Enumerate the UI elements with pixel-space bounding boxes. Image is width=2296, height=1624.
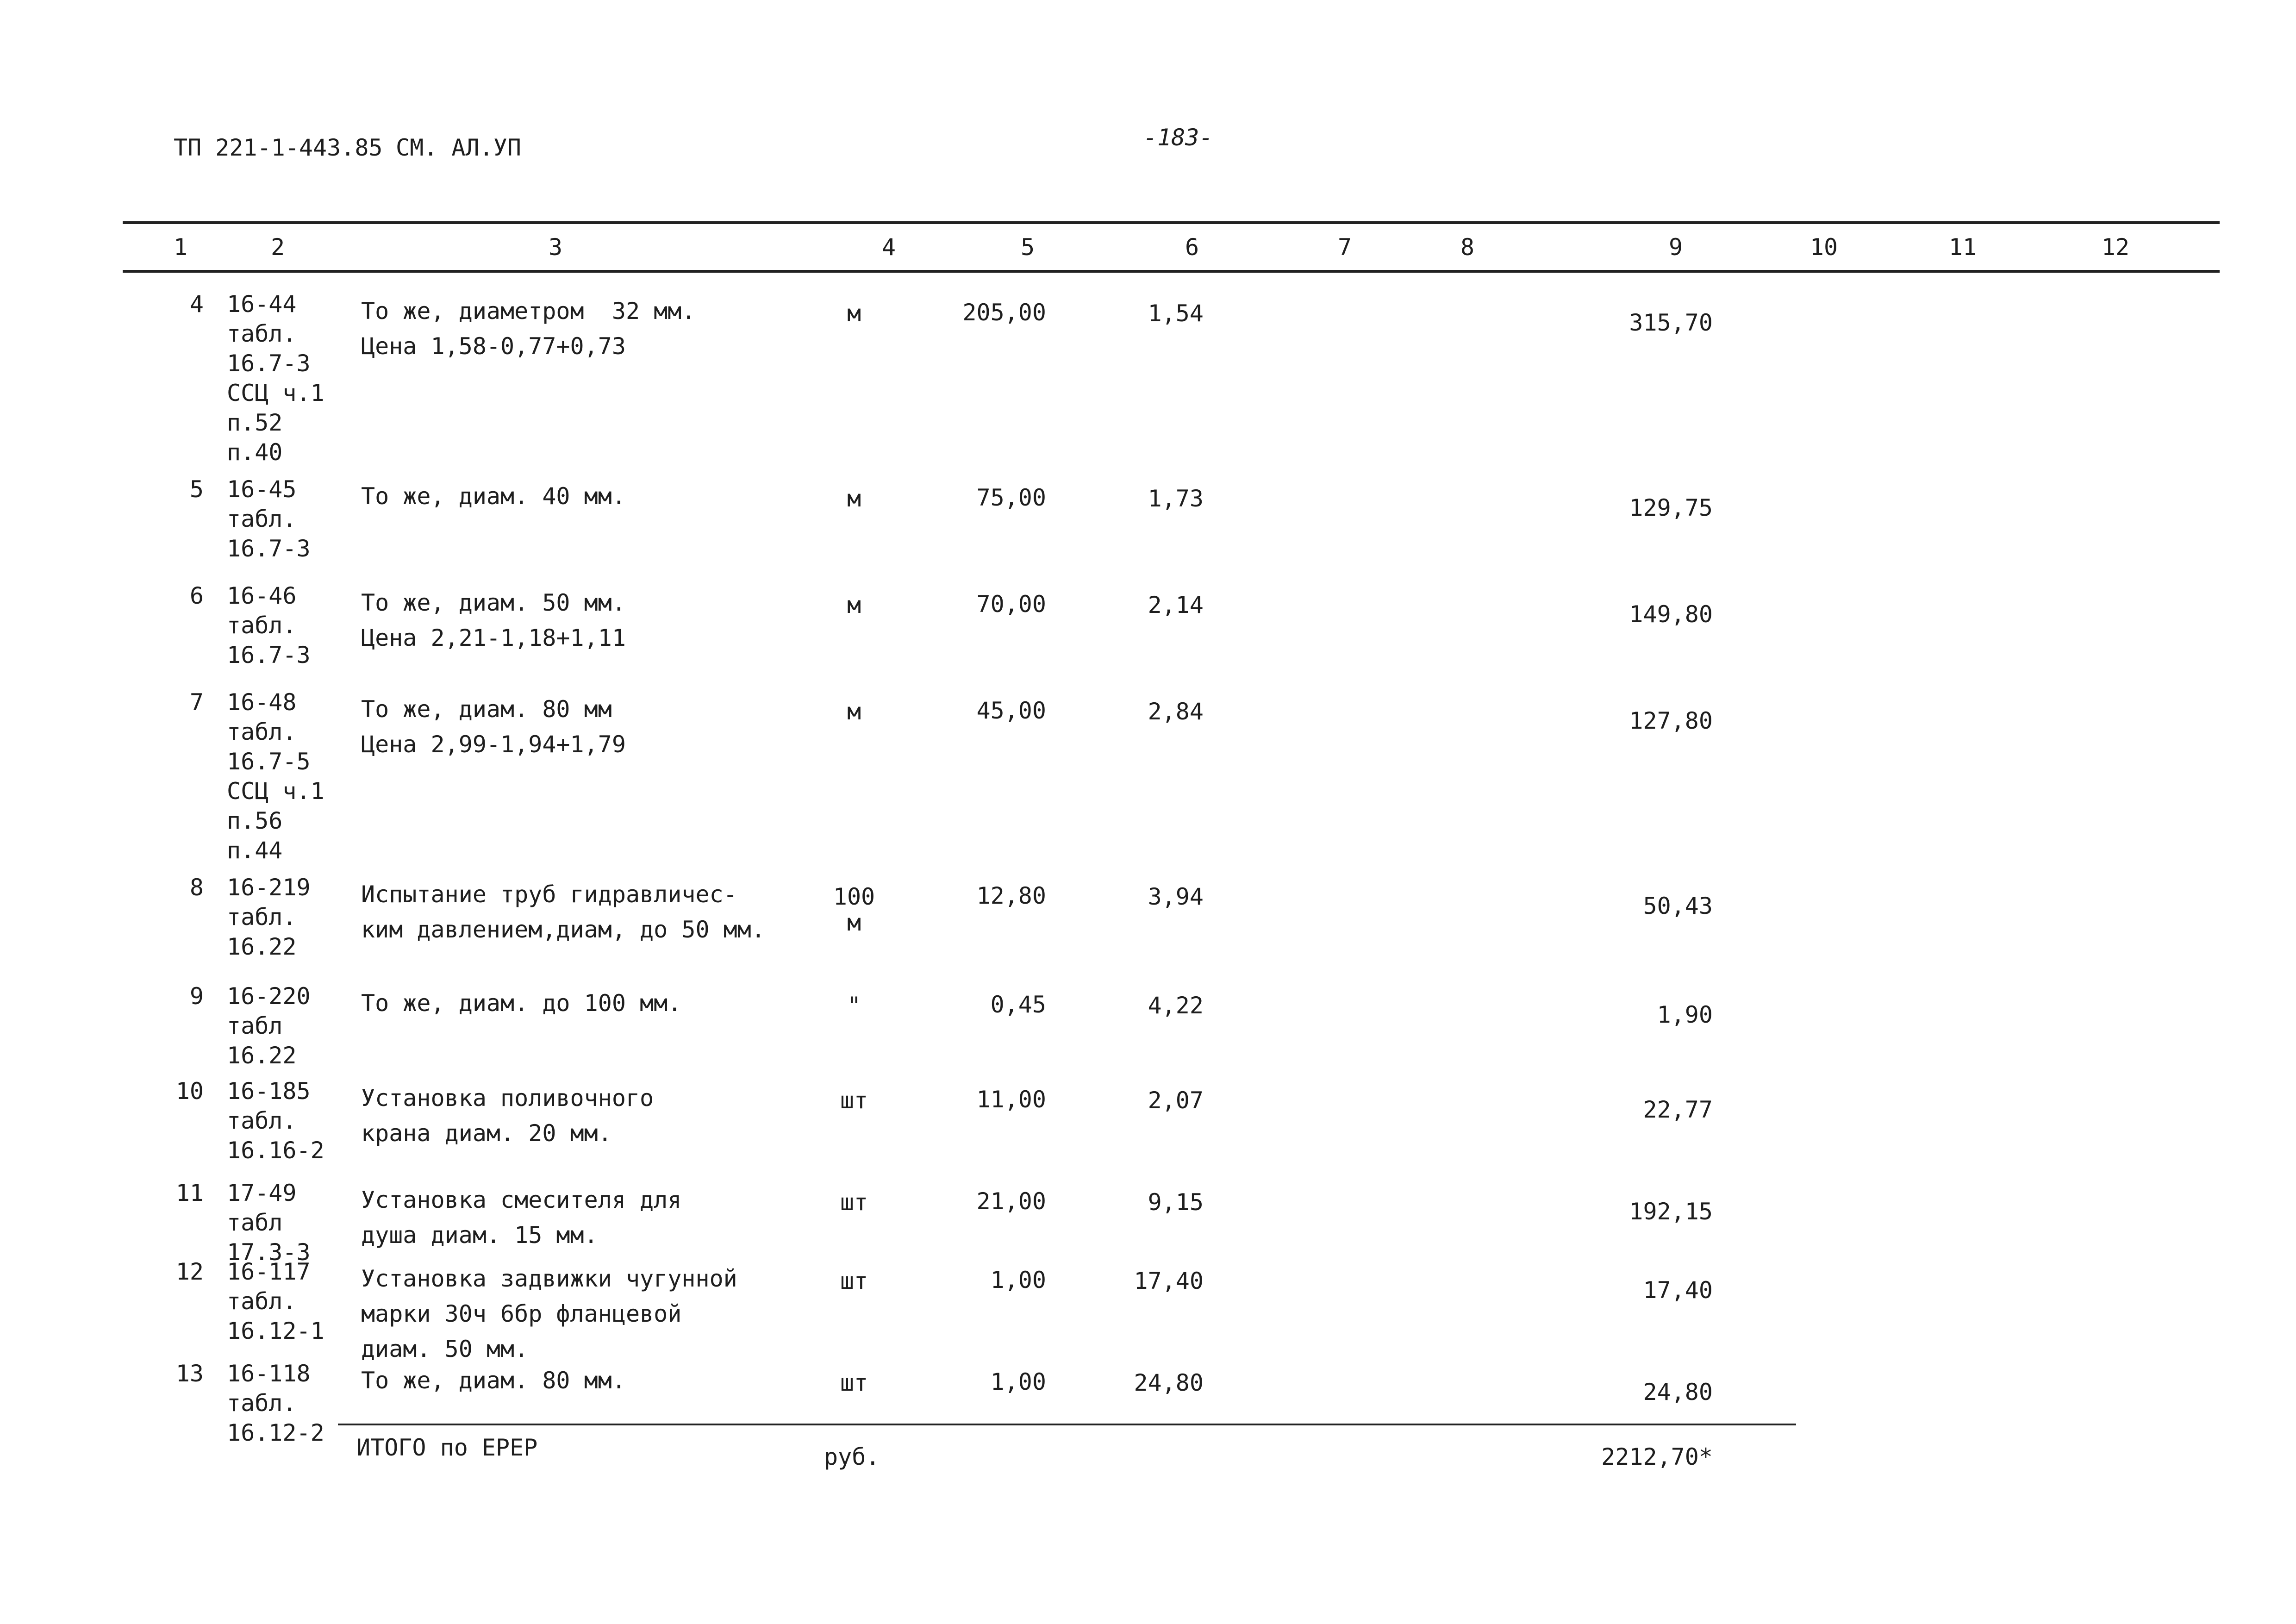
quantity: 70,00 (976, 591, 1046, 618)
norm-code-line: табл. (227, 612, 297, 639)
work-description-line: марки 30ч 6бр фланцевой (361, 1300, 682, 1327)
quantity: 205,00 (962, 299, 1046, 326)
column-number-7: 7 (1337, 234, 1352, 261)
summary-rule (338, 1424, 1796, 1425)
norm-code-line: п.40 (227, 439, 283, 466)
summary-unit: руб. (824, 1443, 880, 1470)
quantity: 21,00 (976, 1188, 1046, 1215)
unit-of-measure: шт (840, 1087, 868, 1114)
norm-code-line: 16.16-2 (227, 1137, 324, 1164)
quantity: 11,00 (976, 1086, 1046, 1113)
norm-code-line: 16-219 (227, 874, 311, 901)
norm-code-line: 16.12-2 (227, 1419, 324, 1446)
unit-price: 24,80 (1134, 1369, 1204, 1396)
work-description-line: То же, диам. 40 мм. (361, 483, 626, 510)
total-cost: 50,43 (1643, 893, 1713, 919)
work-description-line: То же, диам. до 100 мм. (361, 990, 682, 1017)
column-number-10: 10 (1809, 234, 1838, 261)
work-description-line: Цена 2,99-1,94+1,79 (361, 731, 626, 758)
work-description-line: Цена 2,21-1,18+1,11 (361, 625, 626, 651)
total-cost: 129,75 (1629, 494, 1713, 521)
work-description-line: крана диам. 20 мм. (361, 1120, 612, 1147)
total-cost: 192,15 (1629, 1198, 1713, 1225)
norm-code-line: 17-49 (227, 1180, 297, 1206)
norm-code-line: табл (227, 1209, 283, 1236)
quantity: 1,00 (990, 1267, 1046, 1293)
row-number: 9 (189, 983, 204, 1010)
album-reference: СМ. АЛ.УП (396, 134, 521, 161)
norm-code-line: 16-45 (227, 476, 297, 503)
column-number-12: 12 (2101, 234, 2130, 261)
table-header-bottom-rule (123, 270, 2220, 273)
norm-code-line: табл. (227, 1288, 297, 1315)
row-number: 12 (175, 1258, 204, 1285)
total-cost: 24,80 (1643, 1379, 1713, 1405)
norm-code-line: 16.22 (227, 933, 297, 960)
quantity: 0,45 (990, 991, 1046, 1018)
norm-code-line: табл. (227, 1107, 297, 1134)
row-number: 5 (189, 476, 204, 503)
work-description-line: То же, диам. 80 мм (361, 696, 612, 723)
column-number-2: 2 (270, 234, 285, 261)
row-number: 13 (175, 1360, 204, 1387)
work-description-line: Установка задвижки чугунной (361, 1265, 737, 1292)
column-number-9: 9 (1668, 234, 1683, 261)
row-number: 8 (189, 874, 204, 901)
column-number-3: 3 (548, 234, 563, 261)
column-number-5: 5 (1020, 234, 1035, 261)
unit-of-measure: м (847, 485, 861, 512)
work-description-line: Испытание труб гидравличес- (361, 881, 737, 908)
work-description-line: Установка поливочного (361, 1085, 654, 1112)
quantity: 75,00 (976, 484, 1046, 511)
norm-code-line: ССЦ ч.1 (227, 380, 324, 406)
work-description-line: То же, диам. 50 мм. (361, 589, 626, 616)
unit-price: 2,84 (1148, 698, 1204, 725)
unit-price: 4,22 (1148, 992, 1204, 1019)
norm-code-line: п.52 (227, 409, 283, 436)
total-cost: 315,70 (1629, 309, 1713, 336)
row-number: 6 (189, 582, 204, 609)
unit-of-measure: м (847, 909, 861, 936)
column-number-1: 1 (173, 234, 188, 261)
norm-code-line: 16-185 (227, 1078, 311, 1105)
total-cost: 149,80 (1629, 601, 1713, 628)
norm-code-line: 16-220 (227, 983, 311, 1010)
norm-code-line: табл. (227, 320, 297, 347)
norm-code-line: ССЦ ч.1 (227, 778, 324, 805)
column-number-8: 8 (1460, 234, 1475, 261)
norm-code-line: табл. (227, 1390, 297, 1417)
unit-of-measure: м (847, 592, 861, 618)
norm-code-line: табл. (227, 506, 297, 532)
quantity: 12,80 (976, 882, 1046, 909)
norm-code-line: 16.22 (227, 1042, 297, 1069)
total-cost: 1,90 (1657, 1001, 1713, 1028)
unit-price: 3,94 (1148, 883, 1204, 910)
row-number: 7 (189, 689, 204, 716)
work-description-line: Цена 1,58-0,77+0,73 (361, 333, 626, 360)
norm-code-line: 16-46 (227, 582, 297, 609)
work-description-line: Установка смесителя для (361, 1187, 682, 1213)
summary-total: 2212,70* (1601, 1443, 1713, 1470)
row-number: 4 (189, 291, 204, 318)
norm-code-line: 16-48 (227, 689, 297, 716)
unit-of-measure: " (847, 992, 861, 1019)
column-number-6: 6 (1185, 234, 1199, 261)
norm-code-line: 16.12-1 (227, 1318, 324, 1344)
total-cost: 127,80 (1629, 707, 1713, 734)
row-number: 10 (175, 1078, 204, 1105)
unit-price: 9,15 (1148, 1189, 1204, 1216)
unit-of-measure: шт (840, 1189, 868, 1216)
column-number-11: 11 (1948, 234, 1977, 261)
row-number: 11 (175, 1180, 204, 1206)
table-top-rule (123, 221, 2220, 224)
norm-code-line: п.44 (227, 837, 283, 864)
unit-of-measure: шт (840, 1369, 868, 1396)
norm-code-line: табл. (227, 904, 297, 931)
norm-code-line: 17.3-3 (227, 1239, 311, 1266)
total-cost: 22,77 (1643, 1096, 1713, 1123)
unit-price: 17,40 (1134, 1268, 1204, 1294)
quantity: 1,00 (990, 1368, 1046, 1395)
norm-code-line: табл (227, 1012, 283, 1039)
total-cost: 17,40 (1643, 1277, 1713, 1304)
unit-price: 2,07 (1148, 1087, 1204, 1114)
unit-of-measure: шт (840, 1268, 868, 1294)
work-description-line: диам. 50 мм. (361, 1336, 529, 1362)
work-description-line: ким давлением,диам, до 50 мм. (361, 916, 765, 943)
norm-code-line: 16.7-3 (227, 535, 311, 562)
norm-code-line: 16-118 (227, 1360, 311, 1387)
norm-code-line: п.56 (227, 807, 283, 834)
norm-code-line: 16-44 (227, 291, 297, 318)
unit-of-measure: 100 (833, 883, 875, 910)
norm-code-line: табл. (227, 718, 297, 745)
work-description-line: душа диам. 15 мм. (361, 1222, 598, 1249)
summary-label: ИТОГО по ЕРЕР (356, 1434, 538, 1461)
unit-price: 1,54 (1148, 300, 1204, 327)
column-number-4: 4 (881, 234, 896, 261)
norm-code-line: 16.7-5 (227, 748, 311, 775)
page-number: -183- (1143, 124, 1213, 151)
unit-of-measure: м (847, 300, 861, 327)
norm-code-line: 16.7-3 (227, 642, 311, 668)
quantity: 45,00 (976, 697, 1046, 724)
work-description-line: То же, диаметром 32 мм. (361, 298, 696, 325)
norm-code-line: 16.7-3 (227, 350, 311, 377)
unit-of-measure: м (847, 698, 861, 725)
document-code: ТП 221-1-443.85 (174, 134, 383, 161)
unit-price: 1,73 (1148, 485, 1204, 512)
norm-code-line: 16-117 (227, 1258, 311, 1285)
unit-price: 2,14 (1148, 592, 1204, 618)
work-description-line: То же, диам. 80 мм. (361, 1367, 626, 1394)
